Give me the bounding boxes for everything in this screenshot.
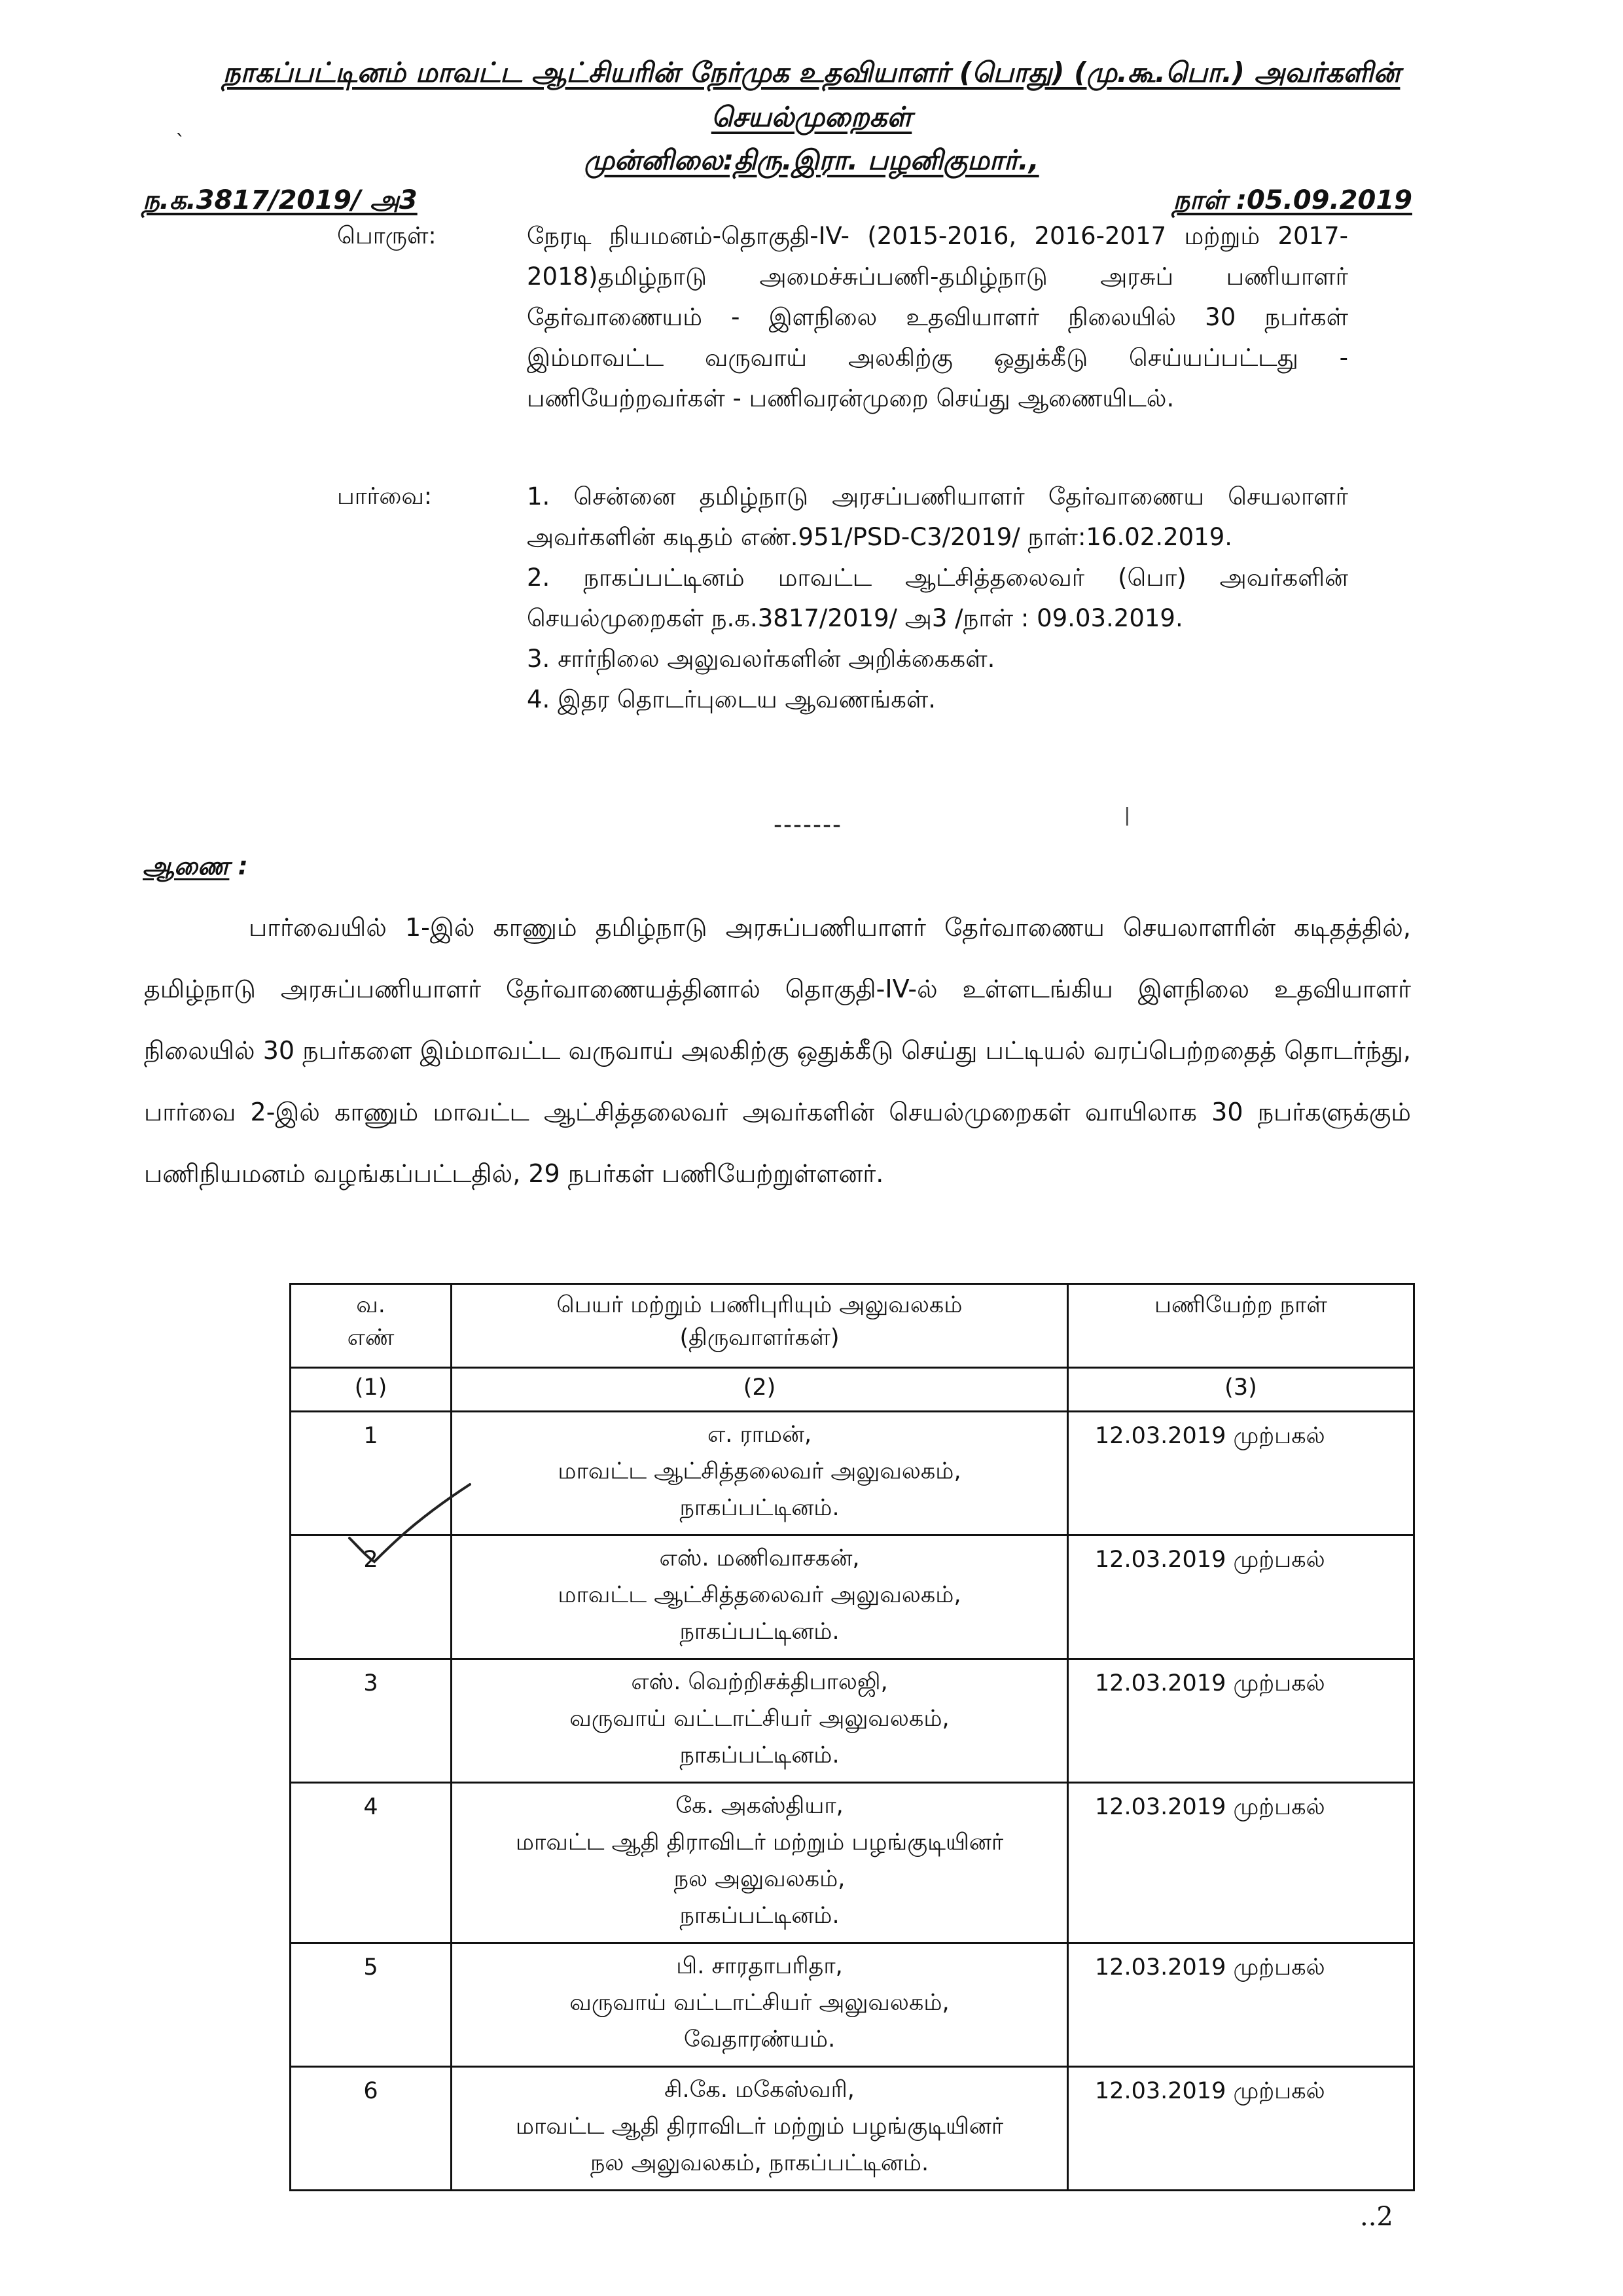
header-text: பணியேற்ற நாள் xyxy=(1154,1292,1327,1318)
table-header-row xyxy=(291,1284,1414,1368)
row-name-office xyxy=(452,1535,1068,1659)
reference-item: 3. சார்நிலை அலுவலர்களின் அறிக்கைகள். xyxy=(527,645,995,673)
order-heading-colon: : xyxy=(238,852,248,880)
row-name-office xyxy=(452,1943,1068,2067)
column-header-name-office xyxy=(452,1284,1068,1368)
row-joining-date: 12.03.2019 முற்பகல் xyxy=(1067,2067,1414,2191)
subject-label: பொருள்: xyxy=(337,223,437,249)
row-line: நாகப்பட்டினம். xyxy=(679,1742,840,1768)
table-row xyxy=(291,1783,1414,1943)
row-line: எஸ். வெற்றிசக்திபாலஜி, xyxy=(631,1669,888,1695)
column-header-sno xyxy=(291,1284,452,1368)
column-number-row xyxy=(291,1368,1414,1412)
order-heading-text: ஆணை xyxy=(143,852,230,880)
row-line: நாகப்பட்டினம். xyxy=(679,1619,840,1645)
column-header-joining-date xyxy=(1067,1284,1414,1368)
row-line: நல அலுவலகம், நாகப்பட்டினம். xyxy=(590,2150,929,2176)
page-marker: ..2 xyxy=(1360,2202,1393,2232)
table-row xyxy=(291,1659,1414,1783)
row-line: பி. சாரதாபரிதா, xyxy=(676,1953,843,1979)
row-name-office xyxy=(452,2067,1068,2191)
row-line: சி.கே. மகேஸ்வரி, xyxy=(664,2077,855,2103)
row-joining-date: 12.03.2019 முற்பகல் xyxy=(1067,1943,1414,2067)
row-line: நல அலுவலகம், xyxy=(673,1866,846,1892)
row-line: வருவாய் வட்டாட்சியர் அலுவலகம், xyxy=(569,1706,950,1732)
header-text: பெயர் மற்றும் பணிபுரியும் அலுவலகம் xyxy=(556,1292,963,1318)
table-row xyxy=(291,1943,1414,2067)
row-name-office xyxy=(452,1412,1068,1535)
stray-mark: ǀ xyxy=(1124,804,1130,827)
column-number: (2) xyxy=(452,1368,1068,1412)
reference-number: ந.க.3817/2019/ அ3 xyxy=(143,185,418,215)
order-heading xyxy=(143,848,248,884)
column-number: (1) xyxy=(291,1368,452,1412)
header-text: (திருவாளர்கள்) xyxy=(679,1325,840,1351)
row-joining-date: 12.03.2019 முற்பகல் xyxy=(1067,1535,1414,1659)
row-sno: 3 xyxy=(291,1659,452,1783)
subject-text: நேரடி நியமனம்-தொகுதி-IV- (2015-2016, 2016-2017 மற்றும் 2017-2018)தமிழ்நாடு அமைச்சுப்பணி-தமிழ்நாடு அரசுப் பணியாளர் தேர்வாணையம் - இளநிலை உதவியாளர் நிலையில் 30 நபர்கள் இம்மாவட்ட வருவாய் அலகிற்கு ஒதுக்கீடு செய்யப்பட்டது - பணியேற்றவர்கள் - பணிவரன்முறை செய்து ஆணையிடல். xyxy=(527,222,1348,412)
table-row xyxy=(291,2067,1414,2191)
row-name-office xyxy=(452,1659,1068,1783)
header-line-3: முன்னிலை:திரு.இரா. பழனிகுமார்., xyxy=(584,144,1039,176)
reference-item: 2. நாகப்பட்டினம் மாவட்ட ஆட்சித்தலைவர் (பொ) அவர்களின் செயல்முறைகள் ந.க.3817/2019/ அ3 /நாள் : 09.03.2019. xyxy=(527,564,1348,632)
reference-item: 4. இதர தொடர்புடைய ஆவணங்கள். xyxy=(527,685,936,713)
stray-mark: ` xyxy=(175,131,185,154)
row-line: மாவட்ட ஆதி திராவிடர் மற்றும் பழங்குடியினர் xyxy=(515,2113,1004,2140)
header-text: எண் xyxy=(347,1325,395,1351)
row-sno: 5 xyxy=(291,1943,452,2067)
references-label: பார்வை: xyxy=(337,483,433,510)
reference-row xyxy=(143,182,1412,219)
row-sno: 1 xyxy=(291,1412,452,1535)
row-sno: 4 xyxy=(291,1783,452,1943)
order-date: நாள் :05.09.2019 xyxy=(1173,185,1412,215)
row-name-office xyxy=(452,1783,1068,1943)
row-line: நாகப்பட்டினம். xyxy=(679,1495,840,1521)
row-sno: 2 xyxy=(291,1535,452,1659)
order-paragraph: பார்வையில் 1-இல் காணும் தமிழ்நாடு அரசுப்பணியாளர் தேர்வாணைய செயலாளரின் கடிதத்தில், தமிழ்நாடு அரசுப்பணியாளர் தேர்வாணையத்தினால் தொகுதி-IV-ல் உள்ளடங்கிய இளநிலை உதவியாளர் நிலையில் 30 நபர்களை இம்மாவட்ட வருவாய் அலகிற்கு ஒதுக்கீடு செய்து பட்டியல் வரப்பெற்றதைத் தொடர்ந்து, பார்வை 2-இல் காணும் மாவட்ட ஆட்சித்தலைவர் அவர்களின் செயல்முறைகள் வாயிலாக 30 நபர்களுக்கும் பணிநியமனம் வழங்கப்பட்டதில், 29 நபர்கள் பணியேற்றுள்ளனர். xyxy=(144,913,1411,1188)
row-joining-date: 12.03.2019 முற்பகல் xyxy=(1067,1412,1414,1535)
row-line: வருவாய் வட்டாட்சியர் அலுவலகம், xyxy=(569,1990,950,2016)
column-number: (3) xyxy=(1067,1368,1414,1412)
row-line: வேதாரண்யம். xyxy=(683,2026,836,2053)
row-line: கே. அகஸ்தியா, xyxy=(675,1793,844,1819)
header-line-2: செயல்முறைகள் xyxy=(711,101,912,133)
row-line: எஸ். மணிவாசகன், xyxy=(659,1545,860,1571)
row-sno: 6 xyxy=(291,2067,452,2191)
references-list xyxy=(527,476,1348,720)
row-line: எ. ராமன், xyxy=(707,1422,812,1448)
row-line: மாவட்ட ஆட்சித்தலைவர் அலுவலகம், xyxy=(558,1458,961,1484)
row-joining-date: 12.03.2019 முற்பகல் xyxy=(1067,1783,1414,1943)
header-line-1: நாகப்பட்டினம் மாவட்ட ஆட்சியரின் நேர்முக உதவியாளர் (பொது) (மு.கூ.பொ.) அவர்களின் xyxy=(223,56,1400,88)
reference-item: 1. சென்னை தமிழ்நாடு அரசப்பணியாளர் தேர்வாணைய செயலாளர் அவர்களின் கடிதம் எண்.951/PSD-C3/2019/ நாள்:16.02.2019. xyxy=(527,482,1348,551)
separator: ------- xyxy=(774,812,842,838)
row-line: மாவட்ட ஆட்சித்தலைவர் அலுவலகம், xyxy=(558,1582,961,1608)
handwritten-tick-icon xyxy=(346,1479,476,1571)
appointment-table xyxy=(289,1283,1415,2191)
row-joining-date: 12.03.2019 முற்பகல் xyxy=(1067,1659,1414,1783)
header-text: வ. xyxy=(356,1292,385,1318)
row-line: மாவட்ட ஆதி திராவிடர் மற்றும் பழங்குடியினர் xyxy=(515,1829,1004,1856)
row-line: நாகப்பட்டினம். xyxy=(679,1903,840,1929)
